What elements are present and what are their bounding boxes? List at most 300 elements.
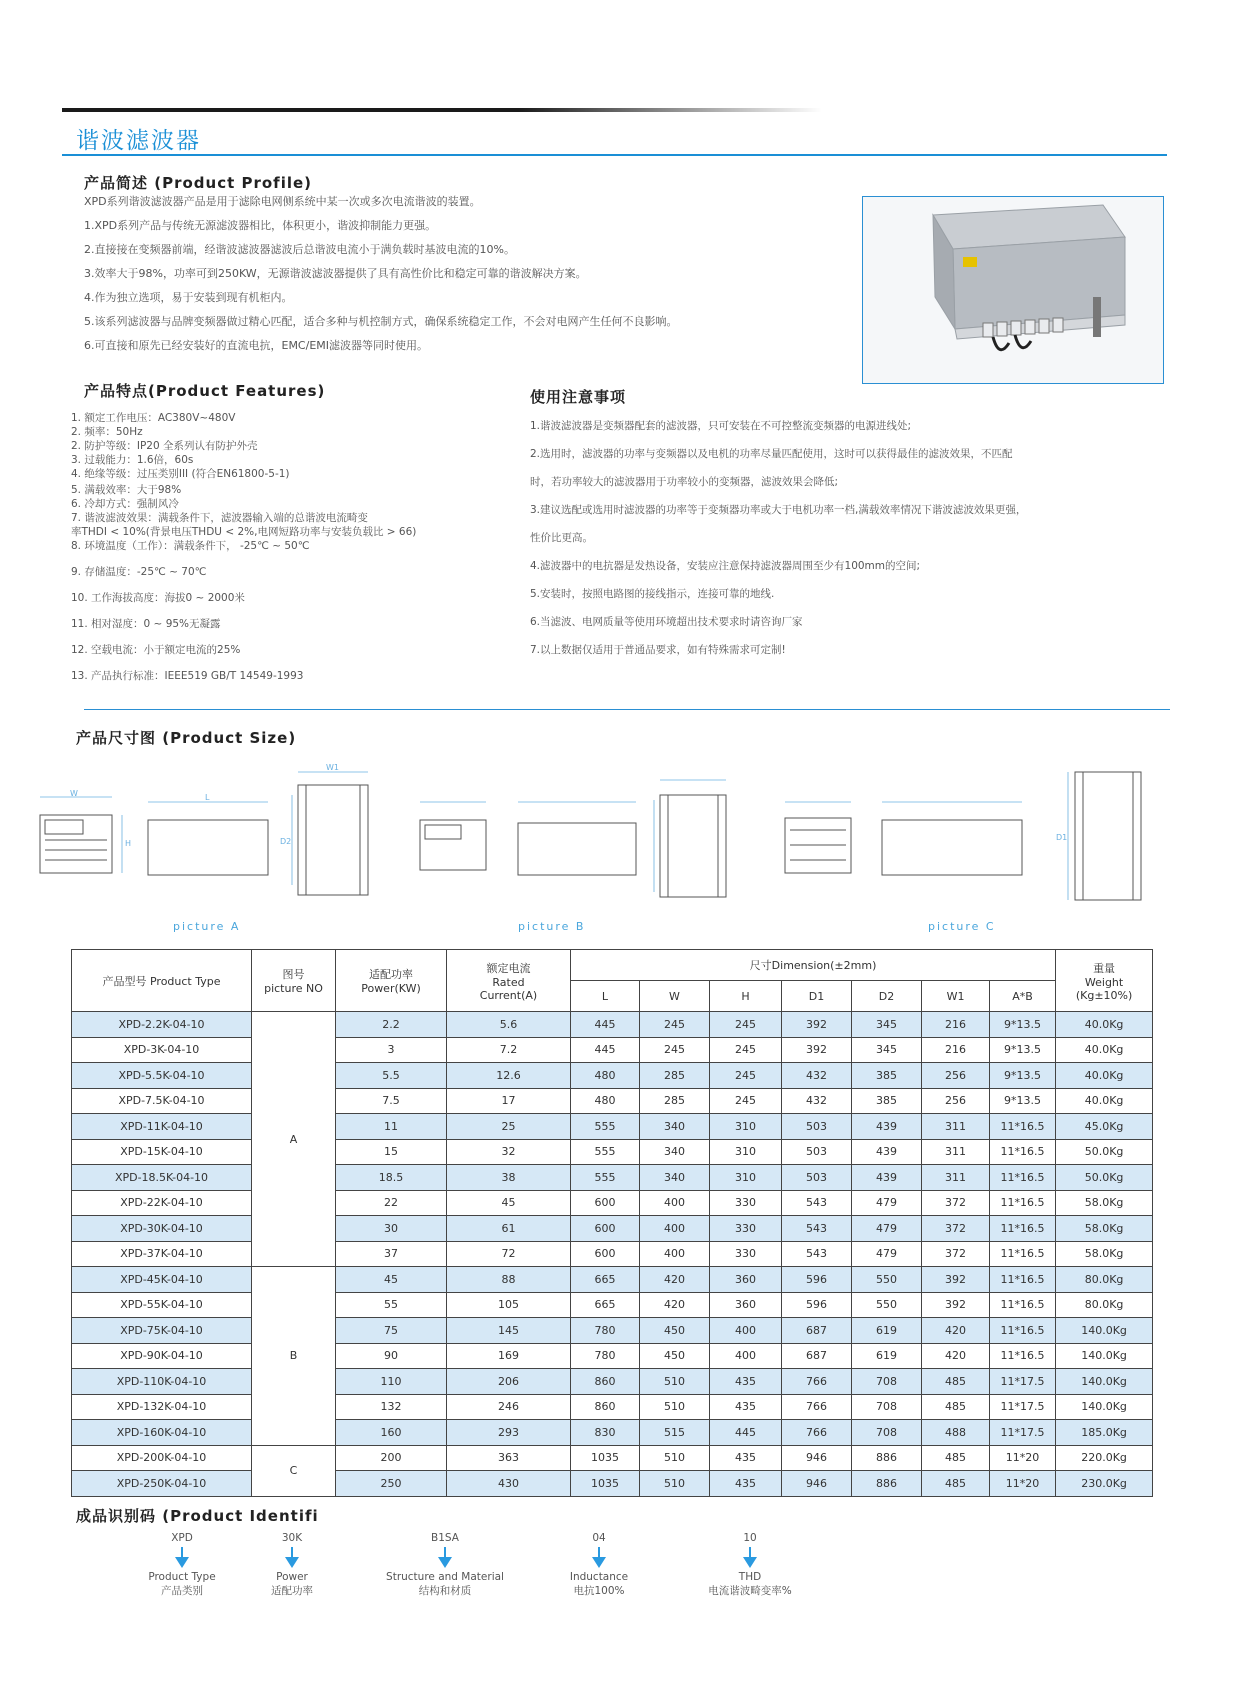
cell-ab: 11*17.5: [990, 1369, 1056, 1395]
cell-ab: 11*20: [990, 1445, 1056, 1471]
code-en: Power: [276, 1571, 308, 1583]
cell-power: 30: [336, 1216, 447, 1242]
cell-h: 245: [710, 1088, 782, 1114]
cell-power: 250: [336, 1471, 447, 1497]
table-row: [72, 1165, 1153, 1191]
cell-w1: 372: [922, 1216, 990, 1242]
code-item: [138, 1532, 226, 1598]
cell-d2: 439: [852, 1139, 922, 1165]
cell-weight: 140.0Kg: [1056, 1318, 1153, 1344]
cell-power: 18.5: [336, 1165, 447, 1191]
cell-power: 11: [336, 1114, 447, 1140]
cell-w1: 485: [922, 1394, 990, 1420]
down-arrow-icon: [138, 1547, 226, 1568]
spec-table: [71, 949, 1153, 1497]
th-current-en2: Current(A): [479, 988, 538, 1002]
cell-d2: 708: [852, 1394, 922, 1420]
code-value: 30K: [281, 1532, 303, 1544]
profile-line: 1.XPD系列产品与传统无源滤波器相比，体积更小，谐波抑制能力更强。: [84, 219, 437, 232]
feature-item: 率THDI < 10%(背景电压THDU < 2%,电网短路功率与安装负载比 > 66): [71, 526, 417, 538]
feature-item: 9. 存储温度：-25℃ ~ 70℃: [71, 566, 207, 578]
cell-type: XPD-110K-04-10: [72, 1369, 252, 1395]
cell-w: 340: [640, 1114, 710, 1140]
cell-weight: 40.0Kg: [1056, 1037, 1153, 1063]
cell-ab: 11*16.5: [990, 1267, 1056, 1293]
feature-item: 4. 绝缘等级：过压类别III (符合EN61800-5-1): [71, 468, 290, 480]
cell-h: 330: [710, 1190, 782, 1216]
note-line: 7.以上数据仅适用于普通品要求，如有特殊需求可定制!: [530, 644, 786, 656]
code-cn: 电流谐波畸变率%: [708, 1585, 792, 1597]
cell-w1: 392: [922, 1267, 990, 1293]
cell-l: 445: [571, 1037, 640, 1063]
cell-type: XPD-132K-04-10: [72, 1394, 252, 1420]
profile-line: XPD系列谐波滤波器产品是用于滤除电网侧系统中某一次或多次电流谐波的装置。: [84, 195, 481, 208]
features-heading: 产品特点(Product Features): [84, 382, 326, 400]
cell-l: 1035: [571, 1471, 640, 1497]
features-list: [71, 410, 416, 682]
cell-h: 435: [710, 1369, 782, 1395]
dim-label: L: [205, 793, 210, 802]
profile-line: 5.该系列滤波器与品牌变频器做过精心匹配，适合多种与机控制方式，确保系统稳定工作，不会对电网产生任何不良影响。: [84, 315, 678, 328]
profile-line: 6.可直接和原先已经安装好的直流电抗，EMC/EMI滤波器等同时使用。: [84, 339, 429, 352]
cell-power: 75: [336, 1318, 447, 1344]
cell-d2: 619: [852, 1343, 922, 1369]
picture-a-label: picture A: [173, 920, 241, 933]
cell-d2: 886: [852, 1471, 922, 1497]
cell-type: XPD-90K-04-10: [72, 1343, 252, 1369]
cell-h: 330: [710, 1241, 782, 1267]
cell-l: 480: [571, 1088, 640, 1114]
cell-h: 435: [710, 1394, 782, 1420]
cell-current: 145: [447, 1318, 571, 1344]
cell-weight: 220.0Kg: [1056, 1445, 1153, 1471]
cell-w: 450: [640, 1343, 710, 1369]
down-arrow-icon: [690, 1547, 810, 1568]
cell-w: 515: [640, 1420, 710, 1446]
cell-current: 38: [447, 1165, 571, 1191]
cell-l: 555: [571, 1139, 640, 1165]
th-power: [336, 950, 447, 1012]
cell-d1: 766: [782, 1394, 852, 1420]
cell-type: XPD-18.5K-04-10: [72, 1165, 252, 1191]
profile-heading: 产品简述 (Product Profile): [84, 174, 313, 192]
cell-d2: 550: [852, 1292, 922, 1318]
cell-w1: 256: [922, 1088, 990, 1114]
cell-power: 7.5: [336, 1088, 447, 1114]
cell-d2: 385: [852, 1063, 922, 1089]
cell-power: 15: [336, 1139, 447, 1165]
drawing-b: [420, 780, 726, 897]
code-cn: 适配功率: [271, 1585, 313, 1597]
code-item: [690, 1532, 810, 1598]
cell-ab: 11*16.5: [990, 1241, 1056, 1267]
table-row: [72, 1445, 1153, 1471]
cell-l: 445: [571, 1012, 640, 1038]
table-row: [72, 1394, 1153, 1420]
table-row: [72, 1012, 1153, 1038]
table-row: [72, 1471, 1153, 1497]
code-item: [555, 1532, 643, 1598]
cell-w: 420: [640, 1292, 710, 1318]
cell-d1: 766: [782, 1420, 852, 1446]
cell-w1: 485: [922, 1471, 990, 1497]
cell-current: 61: [447, 1216, 571, 1242]
feature-item: 1. 额定工作电压：AC380V~480V: [71, 412, 236, 424]
cell-d1: 432: [782, 1088, 852, 1114]
feature-item: 5. 满载效率：大于98%: [71, 484, 182, 496]
cell-h: 330: [710, 1216, 782, 1242]
note-line: 2.选用时，滤波器的功率与变频器以及电机的功率尽量匹配使用，这时可以获得最佳的滤波效果，不匹配: [530, 448, 1013, 460]
cell-current: 17: [447, 1088, 571, 1114]
th-dim-h: H: [710, 981, 782, 1012]
table-row: [72, 1292, 1153, 1318]
cell-w1: 420: [922, 1343, 990, 1369]
cell-power: 90: [336, 1343, 447, 1369]
cell-weight: 58.0Kg: [1056, 1241, 1153, 1267]
cell-type: XPD-30K-04-10: [72, 1216, 252, 1242]
cell-h: 245: [710, 1012, 782, 1038]
cell-ab: 11*17.5: [990, 1420, 1056, 1446]
dimension-drawings: [30, 760, 1190, 920]
cell-w: 510: [640, 1471, 710, 1497]
cell-ab: 9*13.5: [990, 1037, 1056, 1063]
profile-line: 2.直接接在变频器前端，经谐波滤波器滤波后总谐波电流小于满负载时基波电流的10%。: [84, 243, 515, 256]
cell-w: 420: [640, 1267, 710, 1293]
cell-weight: 230.0Kg: [1056, 1471, 1153, 1497]
dim-label: W: [70, 789, 78, 798]
section-divider: [84, 709, 1170, 710]
cell-d2: 708: [852, 1369, 922, 1395]
spec-table-body: [72, 1012, 1153, 1497]
th-dim-w: W: [640, 981, 710, 1012]
cell-type: XPD-250K-04-10: [72, 1471, 252, 1497]
cell-type: XPD-37K-04-10: [72, 1241, 252, 1267]
cell-weight: 40.0Kg: [1056, 1012, 1153, 1038]
feature-item: 13. 产品执行标准：IEEE519 GB/T 14549-1993: [71, 670, 304, 682]
cell-h: 310: [710, 1165, 782, 1191]
cell-w: 285: [640, 1088, 710, 1114]
cell-w1: 485: [922, 1445, 990, 1471]
cell-w1: 216: [922, 1012, 990, 1038]
cell-weight: 50.0Kg: [1056, 1139, 1153, 1165]
dim-label: H: [125, 839, 132, 848]
cell-w: 245: [640, 1012, 710, 1038]
th-current: [447, 950, 571, 1012]
cell-l: 860: [571, 1394, 640, 1420]
down-arrow-icon: [248, 1547, 336, 1568]
cell-type: XPD-11K-04-10: [72, 1114, 252, 1140]
cell-power: 5.5: [336, 1063, 447, 1089]
cell-d2: 439: [852, 1165, 922, 1191]
cell-h: 445: [710, 1420, 782, 1446]
cell-d2: 479: [852, 1190, 922, 1216]
cell-power: 22: [336, 1190, 447, 1216]
th-power-en: Power(KW): [361, 982, 421, 995]
cell-w: 400: [640, 1241, 710, 1267]
code-en: Product Type: [148, 1571, 216, 1583]
drawing-c: [785, 772, 1141, 900]
cell-h: 400: [710, 1343, 782, 1369]
cell-ab: 9*13.5: [990, 1063, 1056, 1089]
cell-d1: 392: [782, 1012, 852, 1038]
cell-d1: 543: [782, 1216, 852, 1242]
cell-weight: 140.0Kg: [1056, 1394, 1153, 1420]
cell-ab: 11*16.5: [990, 1318, 1056, 1344]
cell-w: 340: [640, 1165, 710, 1191]
cell-d2: 439: [852, 1114, 922, 1140]
page-title: 谐波滤波器: [76, 128, 201, 154]
th-dim-d2: D2: [852, 981, 922, 1012]
cell-type: XPD-22K-04-10: [72, 1190, 252, 1216]
cell-d2: 550: [852, 1267, 922, 1293]
cell-picture-group: C: [252, 1445, 336, 1496]
table-row: [72, 1267, 1153, 1293]
cell-current: 363: [447, 1445, 571, 1471]
feature-item: 7. 谐波滤波效果：满载条件下，滤波器输入端的总谐波电流畸变: [71, 512, 368, 524]
code-cn: 结构和材质: [418, 1585, 472, 1597]
cell-d1: 503: [782, 1139, 852, 1165]
th-dim-l: L: [571, 981, 640, 1012]
cell-l: 1035: [571, 1445, 640, 1471]
cell-weight: 185.0Kg: [1056, 1420, 1153, 1446]
cell-type: XPD-7.5K-04-10: [72, 1088, 252, 1114]
cell-power: 160: [336, 1420, 447, 1446]
cell-ab: 11*16.5: [990, 1343, 1056, 1369]
cell-type: XPD-5.5K-04-10: [72, 1063, 252, 1089]
cell-current: 293: [447, 1420, 571, 1446]
cell-weight: 58.0Kg: [1056, 1216, 1153, 1242]
cell-d1: 687: [782, 1318, 852, 1344]
cell-d2: 345: [852, 1012, 922, 1038]
picture-c-label: picture C: [928, 920, 996, 933]
cell-ab: 11*16.5: [990, 1165, 1056, 1191]
cell-w: 340: [640, 1139, 710, 1165]
cell-d2: 479: [852, 1241, 922, 1267]
cell-l: 665: [571, 1267, 640, 1293]
th-weight: [1056, 950, 1153, 1012]
table-row: [72, 1139, 1153, 1165]
cell-w1: 311: [922, 1114, 990, 1140]
cell-w: 450: [640, 1318, 710, 1344]
th-dim-d1: D1: [782, 981, 852, 1012]
cell-d1: 596: [782, 1292, 852, 1318]
cell-w1: 485: [922, 1369, 990, 1395]
cell-d1: 946: [782, 1445, 852, 1471]
cell-type: XPD-3K-04-10: [72, 1037, 252, 1063]
cell-w1: 372: [922, 1241, 990, 1267]
cell-current: 7.2: [447, 1037, 571, 1063]
dim-label: D2: [280, 837, 292, 846]
cell-w: 510: [640, 1394, 710, 1420]
cell-power: 2.2: [336, 1012, 447, 1038]
cell-h: 360: [710, 1292, 782, 1318]
cell-l: 480: [571, 1063, 640, 1089]
table-row: [72, 1420, 1153, 1446]
cell-current: 246: [447, 1394, 571, 1420]
cell-w: 400: [640, 1216, 710, 1242]
cell-w1: 488: [922, 1420, 990, 1446]
th-current-en1: Rated: [492, 975, 525, 989]
code-value: 04: [592, 1532, 606, 1544]
cell-power: 55: [336, 1292, 447, 1318]
cell-l: 600: [571, 1190, 640, 1216]
cell-type: XPD-2.2K-04-10: [72, 1012, 252, 1038]
note-line: 1.谐波滤波器是变频器配套的滤波器，只可安装在不可控整流变频器的电源进线处;: [530, 420, 912, 432]
picture-b-label: picture B: [518, 920, 586, 933]
cell-h: 310: [710, 1139, 782, 1165]
cell-power: 200: [336, 1445, 447, 1471]
cell-ab: 11*16.5: [990, 1216, 1056, 1242]
th-power-cn: 适配功率: [369, 968, 413, 981]
cell-current: 105: [447, 1292, 571, 1318]
note-line: 4.滤波器中的电抗器是发热设备，安装应注意保持滤波器周围至少有100mm的空间;: [530, 560, 921, 572]
cell-current: 5.6: [447, 1012, 571, 1038]
cell-d1: 596: [782, 1267, 852, 1293]
cell-d2: 619: [852, 1318, 922, 1344]
cell-type: XPD-55K-04-10: [72, 1292, 252, 1318]
code-value: 10: [743, 1532, 757, 1544]
cell-current: 169: [447, 1343, 571, 1369]
cell-ab: 9*13.5: [990, 1012, 1056, 1038]
cell-w1: 372: [922, 1190, 990, 1216]
cell-weight: 140.0Kg: [1056, 1343, 1153, 1369]
cell-ab: 11*16.5: [990, 1292, 1056, 1318]
cell-w1: 392: [922, 1292, 990, 1318]
cell-h: 245: [710, 1063, 782, 1089]
cell-d2: 708: [852, 1420, 922, 1446]
feature-item: 6. 冷却方式：强制风冷: [71, 498, 179, 510]
cell-weight: 140.0Kg: [1056, 1369, 1153, 1395]
code-en: Inductance: [569, 1571, 629, 1583]
cell-d2: 479: [852, 1216, 922, 1242]
cell-w1: 311: [922, 1139, 990, 1165]
table-row: [72, 1369, 1153, 1395]
cell-l: 830: [571, 1420, 640, 1446]
cell-d1: 543: [782, 1190, 852, 1216]
cell-w1: 420: [922, 1318, 990, 1344]
cell-weight: 50.0Kg: [1056, 1165, 1153, 1191]
note-line: 时，若功率较大的滤波器用于功率较小的变频器，滤波效果会降低;: [530, 476, 839, 488]
table-row: [72, 1241, 1153, 1267]
cell-power: 37: [336, 1241, 447, 1267]
cell-w: 285: [640, 1063, 710, 1089]
profile-line: 3.效率大于98%，功率可到250KW，无源谐波滤波器提供了具有高性价比和稳定可靠的谐波解决方案。: [84, 267, 587, 280]
cell-w1: 216: [922, 1037, 990, 1063]
th-picture-en: picture NO: [264, 982, 323, 995]
cell-l: 780: [571, 1343, 640, 1369]
note-line: 6.当滤波、电网质量等使用环境超出技术要求时请咨询厂家: [530, 616, 803, 628]
identifier-heading: 成品识别码 (Product Identifi: [76, 1507, 319, 1525]
cell-d1: 503: [782, 1114, 852, 1140]
feature-item: 3. 过载能力：1.6倍，60s: [71, 454, 194, 466]
cell-d2: 886: [852, 1445, 922, 1471]
cell-weight: 40.0Kg: [1056, 1088, 1153, 1114]
cell-current: 45: [447, 1190, 571, 1216]
code-en: THD: [738, 1571, 762, 1583]
profile-text: [84, 195, 678, 363]
cell-l: 665: [571, 1292, 640, 1318]
feature-item: 2. 防护等级：IP20 全系列认有防护外壳: [71, 440, 258, 452]
code-cn: 电抗100%: [573, 1585, 625, 1597]
cell-type: XPD-45K-04-10: [72, 1267, 252, 1293]
cell-l: 780: [571, 1318, 640, 1344]
code-en: Structure and Material: [386, 1571, 504, 1583]
cell-current: 88: [447, 1267, 571, 1293]
cell-current: 206: [447, 1369, 571, 1395]
cell-ab: 11*16.5: [990, 1190, 1056, 1216]
cell-power: 3: [336, 1037, 447, 1063]
table-row: [72, 1318, 1153, 1344]
th-picture: [252, 950, 336, 1012]
cell-picture-group: A: [252, 1012, 336, 1267]
feature-item: 2. 频率：50Hz: [71, 426, 143, 438]
cell-l: 555: [571, 1114, 640, 1140]
feature-item: 11. 相对湿度：0 ~ 95%无凝露: [71, 618, 221, 630]
cell-h: 435: [710, 1445, 782, 1471]
cell-weight: 45.0Kg: [1056, 1114, 1153, 1140]
cell-d2: 385: [852, 1088, 922, 1114]
feature-item: 10. 工作海拔高度：海拔0 ~ 2000米: [71, 592, 245, 604]
cell-type: XPD-15K-04-10: [72, 1139, 252, 1165]
cell-ab: 11*16.5: [990, 1114, 1056, 1140]
cell-d1: 766: [782, 1369, 852, 1395]
table-row: [72, 1063, 1153, 1089]
feature-item: 12. 空载电流：小于额定电流的25%: [71, 644, 241, 656]
cell-current: 72: [447, 1241, 571, 1267]
cell-d1: 543: [782, 1241, 852, 1267]
note-line: 3.建议选配或选用时滤波器的功率等于变频器功率或大于电机功率一档,满载效率情况下谐波滤波效果更强，: [530, 504, 1027, 516]
cell-l: 600: [571, 1216, 640, 1242]
cell-w: 510: [640, 1369, 710, 1395]
cell-current: 430: [447, 1471, 571, 1497]
cell-ab: 9*13.5: [990, 1088, 1056, 1114]
title-rule: [62, 154, 1167, 156]
cell-power: 45: [336, 1267, 447, 1293]
th-dimension: 尺寸Dimension(±2mm): [571, 950, 1056, 981]
cell-w: 510: [640, 1445, 710, 1471]
cell-current: 25: [447, 1114, 571, 1140]
th-dim-ab: A*B: [990, 981, 1056, 1012]
filter-unit-illustration: [863, 197, 1163, 383]
cell-ab: 11*20: [990, 1471, 1056, 1497]
cell-type: XPD-75K-04-10: [72, 1318, 252, 1344]
code-item: [248, 1532, 336, 1598]
cell-h: 360: [710, 1267, 782, 1293]
cell-d1: 432: [782, 1063, 852, 1089]
cell-h: 245: [710, 1037, 782, 1063]
notes-list: [530, 418, 1026, 670]
cell-weight: 80.0Kg: [1056, 1267, 1153, 1293]
th-weight-en2: (Kg±10%): [1075, 988, 1133, 1002]
th-type: 产品型号 Product Type: [72, 950, 252, 1012]
table-row: [72, 1216, 1153, 1242]
cell-l: 860: [571, 1369, 640, 1395]
cell-ab: 11*16.5: [990, 1139, 1056, 1165]
note-line: 5.安装时，按照电路图的接线指示，连接可靠的地线.: [530, 588, 775, 600]
cell-h: 310: [710, 1114, 782, 1140]
header-bar: [62, 108, 822, 112]
cell-w1: 256: [922, 1063, 990, 1089]
code-value: XPD: [171, 1532, 193, 1544]
code-cn: 产品类别: [161, 1585, 203, 1597]
dim-label: D1: [1056, 833, 1068, 842]
cell-d1: 392: [782, 1037, 852, 1063]
down-arrow-icon: [370, 1547, 520, 1568]
feature-item: 8. 环境温度（工作）：满载条件下， -25℃ ~ 50℃: [71, 540, 310, 552]
drawing-a: [40, 763, 368, 895]
dim-label: W1: [326, 763, 339, 772]
table-row: [72, 1343, 1153, 1369]
